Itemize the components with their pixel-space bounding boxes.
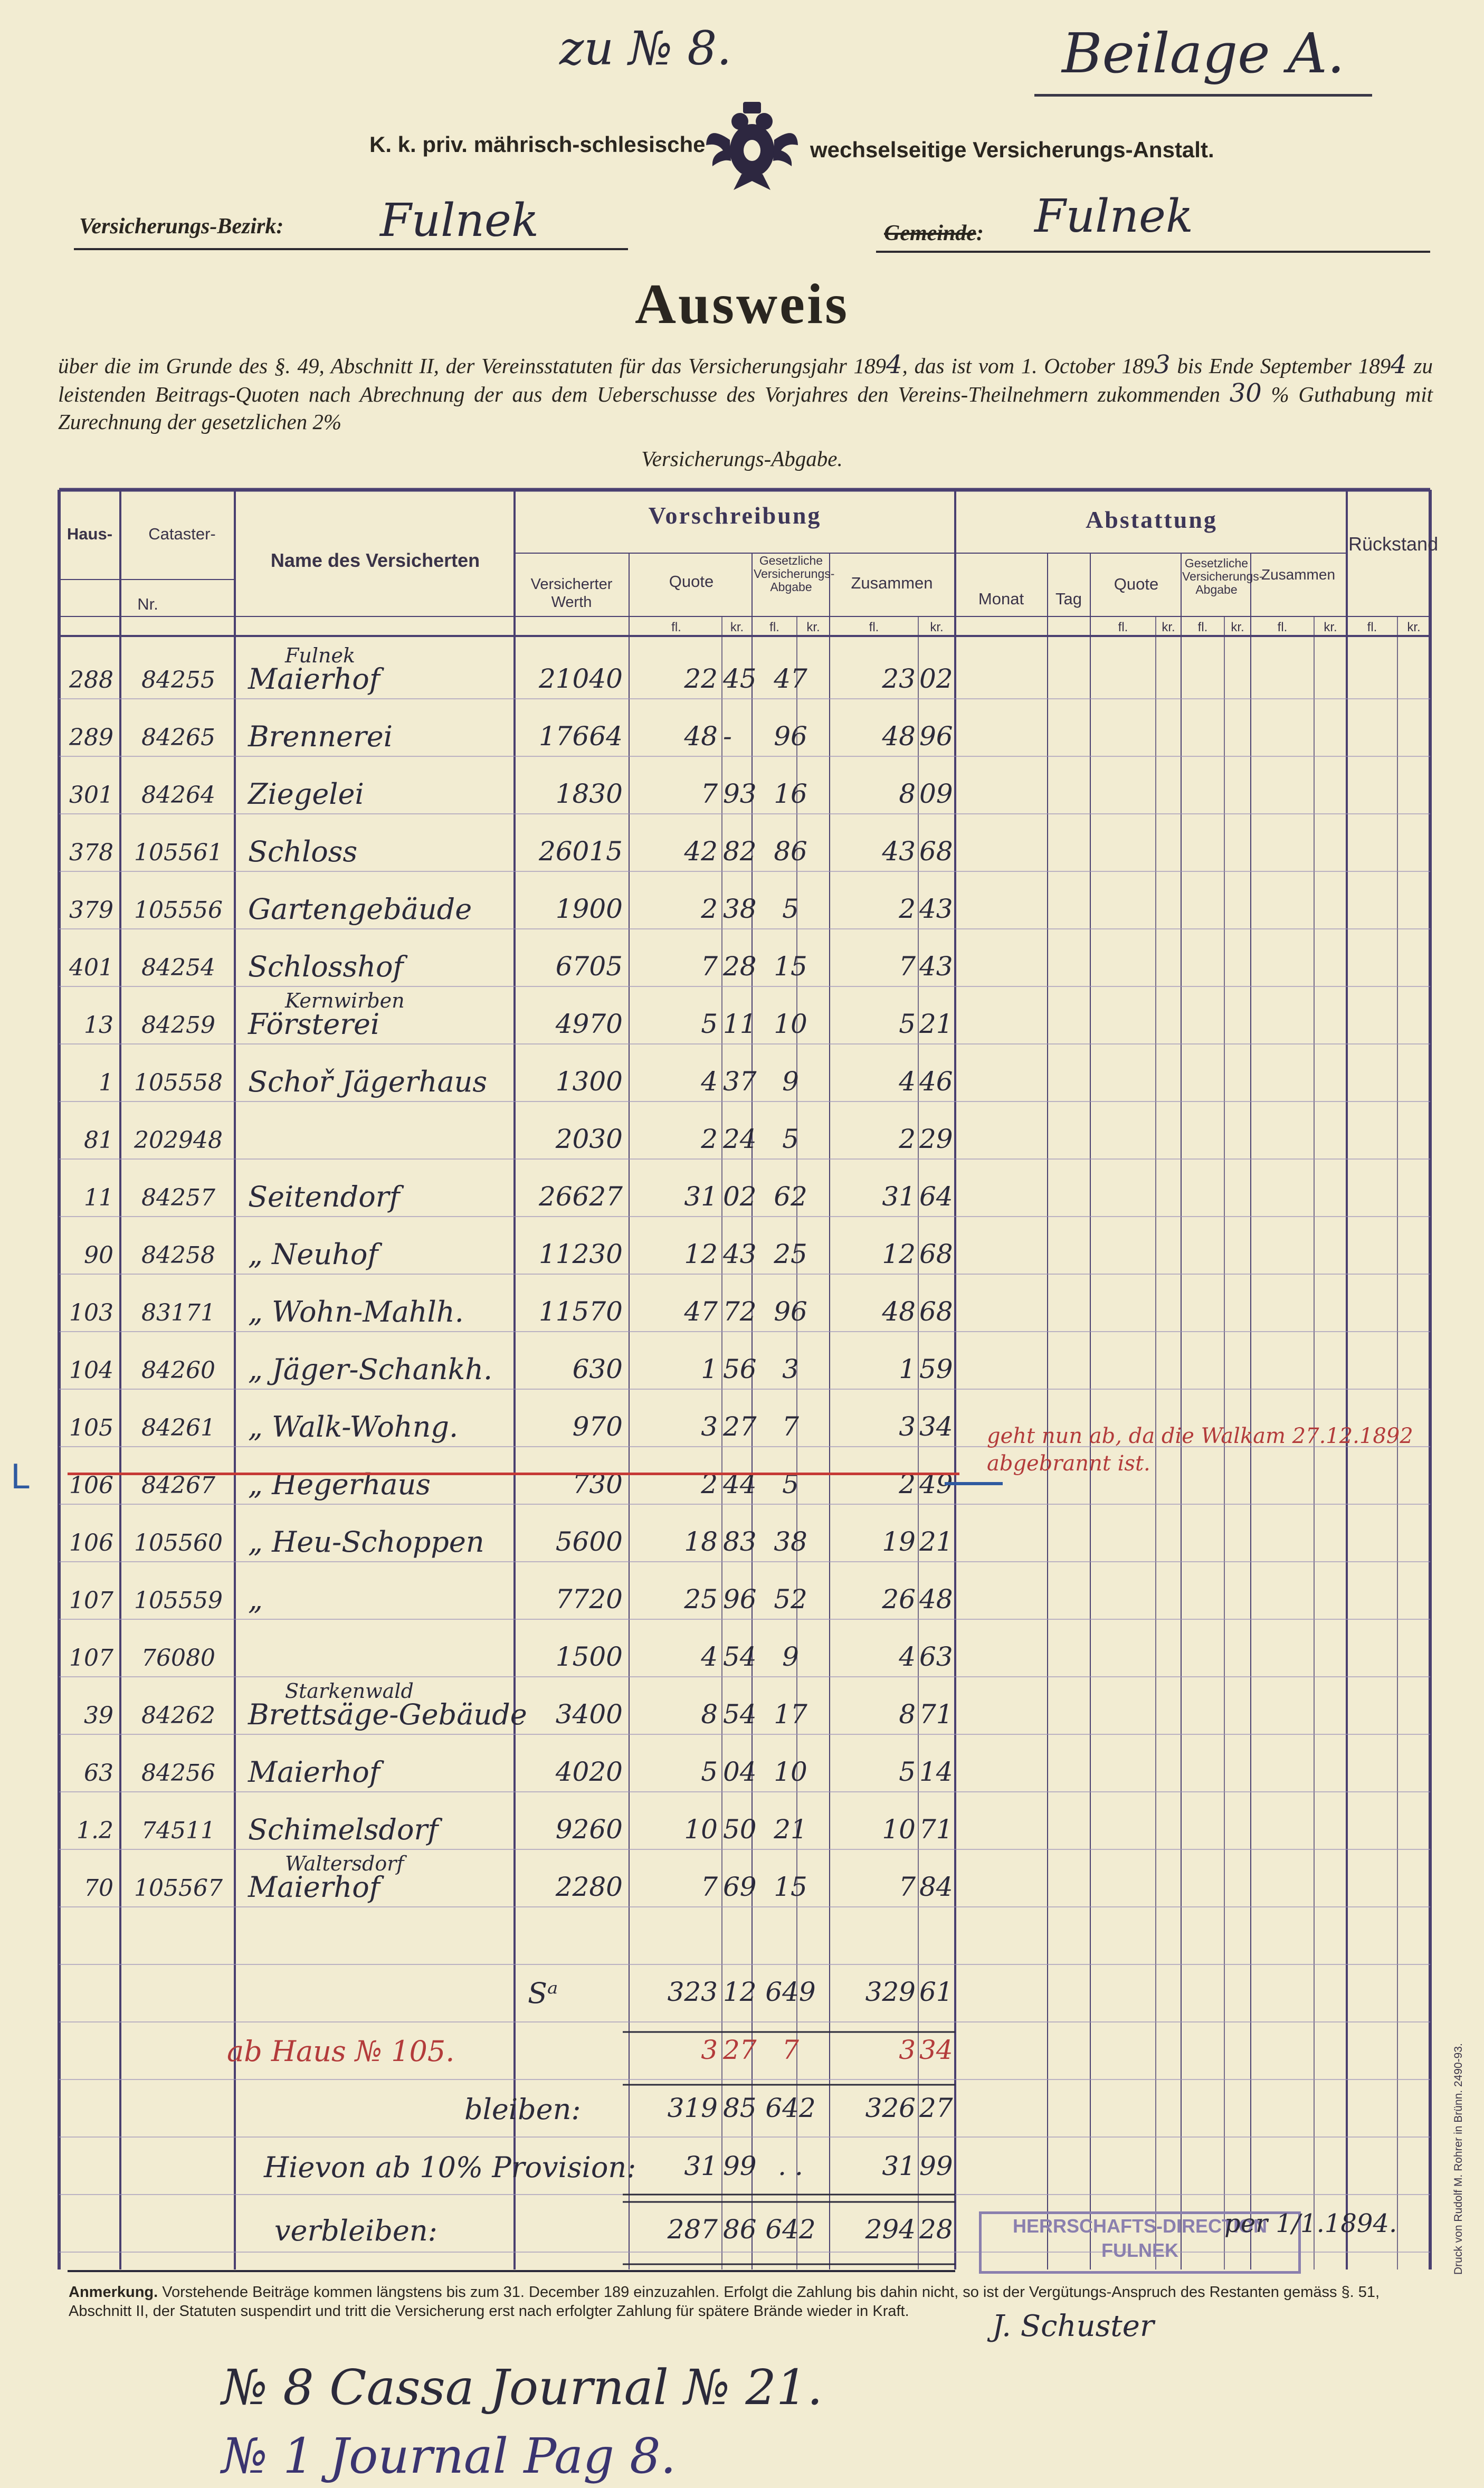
cell-zusammen-kr: 21: [919, 1009, 953, 1039]
cell-cataster: 83171: [141, 1299, 215, 1326]
cell-zusammen-fl: 8: [899, 1699, 916, 1730]
left-margin-mark: L: [11, 1458, 30, 1497]
summary-zusammen-fl: 294: [865, 2214, 916, 2245]
cell-zusammen-fl: 4: [899, 1641, 916, 1672]
cell-zusammen-fl: 5: [899, 1756, 916, 1787]
cell-werth: 11230: [538, 1239, 623, 1269]
cell-quote-fl: 42: [684, 836, 718, 867]
cell-werth: 26627: [538, 1181, 623, 1212]
cell-sub-location: Fulnek: [285, 644, 355, 667]
cell-werth: 630: [572, 1354, 623, 1384]
cell-quote-fl: 47: [684, 1296, 718, 1327]
header-tag: Tag: [1055, 590, 1082, 608]
cell-zusammen-fl: 3: [899, 1411, 916, 1442]
cell-quote-kr: 38: [723, 894, 757, 924]
cell-name: Maierhof: [248, 662, 380, 696]
cell-cataster: 84259: [141, 1012, 215, 1039]
intro-part-4: zu leistenden Beitrags-Quoten nach Abrechnung der aus dem Ueberschusse des Vorjahres den Vereins-Theilnehmern zukommenden: [58, 354, 1433, 406]
header-name: Name des Versicherten: [270, 549, 480, 571]
cell-zusammen-kr: 49: [919, 1469, 953, 1499]
intro-year-suffix: 4: [886, 350, 902, 379]
cell-haus: 1.2: [77, 1817, 113, 1844]
cell-werth: 1500: [555, 1641, 623, 1672]
cell-quote-fl: 7: [701, 1872, 718, 1902]
cell-name: Seitendorf: [248, 1180, 400, 1213]
cell-name: „ Heu-Schoppen: [248, 1525, 484, 1559]
gemeinde-label-text: Gemeinde: [884, 221, 976, 245]
cell-name: „: [248, 1583, 263, 1616]
cell-cataster: 84254: [141, 954, 215, 981]
cell-haus: 107: [69, 1587, 113, 1614]
cell-werth: 2280: [555, 1872, 623, 1902]
cell-quote-kr: 04: [723, 1756, 757, 1787]
cell-zusammen-fl: 48: [882, 1296, 916, 1327]
cell-abgabe: 21: [774, 1814, 807, 1845]
cell-zusammen-fl: 12: [882, 1239, 916, 1269]
header-abgabe: Gesetzliche Versicherungs-Abgabe: [754, 554, 835, 594]
cell-zusammen-fl: 19: [882, 1526, 916, 1557]
cell-abgabe: 15: [774, 1872, 807, 1902]
cell-zusammen-kr: 09: [919, 778, 953, 809]
cell-name: Schimelsdorf: [248, 1813, 439, 1846]
summary-abgabe: . .: [778, 2151, 803, 2181]
cell-abgabe: 47: [774, 663, 807, 694]
cell-cataster: 76080: [141, 1645, 215, 1672]
cell-haus: 301: [69, 782, 113, 809]
cell-quote-kr: 50: [723, 1814, 757, 1845]
gemeinde-value: Fulnek: [1034, 190, 1193, 243]
cell-cataster: 202948: [134, 1127, 223, 1154]
cell-abgabe: 25: [774, 1239, 807, 1269]
cell-quote-fl: 2: [701, 894, 718, 924]
summary-quote-fl: 323: [667, 1977, 718, 2007]
cell-abgabe: 9: [782, 1641, 799, 1672]
cell-werth: 7720: [555, 1584, 623, 1615]
cell-quote-fl: 5: [701, 1756, 718, 1787]
cell-quote-fl: 7: [701, 778, 718, 809]
institution-name-left: K. k. priv. mährisch-schlesische: [369, 132, 706, 157]
cell-haus: 106: [69, 1530, 113, 1556]
cell-werth: 730: [572, 1469, 623, 1499]
beilage-label: Beilage A.: [1062, 21, 1345, 86]
cell-quote-fl: 8: [701, 1699, 718, 1730]
cell-quote-kr: 54: [723, 1641, 757, 1672]
cell-cataster: 105559: [134, 1587, 223, 1614]
summary-label-bleiben: bleiben:: [464, 2093, 581, 2126]
summary-abgabe: 642: [765, 2214, 816, 2245]
cell-quote-kr: 72: [723, 1296, 757, 1327]
cell-zusammen-fl: 7: [899, 951, 916, 982]
intro-part-1: über die im Grunde des §. 49, Abschnitt II, der Vereinsstatuten für das Versicherungsjahr 189: [58, 354, 887, 378]
cell-abgabe: 96: [774, 1296, 807, 1327]
summary-label-provision: Hievon ab 10% Provision:: [264, 2151, 636, 2184]
cell-werth: 4970: [555, 1009, 623, 1039]
cell-quote-fl: 12: [684, 1239, 718, 1269]
cell-zusammen-fl: 43: [882, 836, 916, 867]
summary-zusammen-kr: 61: [919, 1977, 953, 2007]
cell-quote-fl: 4: [701, 1066, 718, 1097]
cell-zusammen-kr: 46: [919, 1066, 953, 1097]
cell-name: Maierhof: [248, 1755, 380, 1789]
cell-name: Ziegelei: [248, 777, 364, 811]
cell-quote-fl: 7: [701, 951, 718, 982]
cell-zusammen-kr: 71: [919, 1699, 953, 1730]
summary-zusammen-kr: 27: [919, 2093, 953, 2123]
cell-quote-kr: 56: [723, 1354, 757, 1384]
cell-abgabe: 10: [774, 1756, 807, 1787]
unit-kr: kr.: [1231, 620, 1244, 634]
summary-quote-kr: 85: [723, 2093, 757, 2123]
cell-zusammen-fl: 48: [882, 721, 916, 752]
cell-quote-kr: 02: [723, 1181, 757, 1212]
cell-zusammen-kr: 02: [919, 663, 953, 694]
anmerkung-text: Vorstehende Beiträge kommen längstens bis zum 31. December 189 einzuzahlen. Erfolgt die Zahlung bis dahin nicht, so ist der Vergütungs-Anspruch des Restanten gemäss §. 51, Abschnitt II, der Statuten suspendirt und tritt die Versicherung erst nach erfolgter Zahlung für spätere Brände wieder in Kraft.: [69, 2284, 1380, 2320]
bezirk-value: Fulnek: [380, 194, 539, 247]
cell-name: „ Jäger-Schankh.: [248, 1353, 493, 1386]
cell-name: Schoř Jägerhaus: [248, 1065, 488, 1098]
cell-name: Schlosshof: [248, 950, 404, 983]
cell-cataster: 105567: [134, 1875, 223, 1902]
summary-zusammen-kr: 99: [919, 2151, 953, 2181]
cell-name: Schloss: [248, 835, 358, 868]
cell-werth: 17664: [538, 721, 623, 752]
cell-cataster: 84256: [141, 1760, 215, 1787]
cell-zusammen-fl: 2: [899, 894, 916, 924]
cell-zusammen-kr: 68: [919, 1239, 953, 1269]
cell-quote-kr: 27: [723, 1411, 757, 1442]
header-zusammen: Zusammen: [851, 574, 933, 592]
cell-name: „ Walk-Wohng.: [248, 1410, 459, 1444]
header-vorschreibung: Vorschreibung: [648, 502, 822, 529]
cell-abgabe: 38: [774, 1526, 807, 1557]
cell-cataster: 84260: [141, 1357, 215, 1384]
summary-zusammen-fl: 326: [865, 2093, 916, 2123]
summary-quote-kr: 27: [723, 2035, 757, 2065]
cell-zusammen-fl: 10: [882, 1814, 916, 1845]
cell-haus: 379: [69, 897, 113, 924]
intro-to-suffix: 4: [1391, 350, 1407, 379]
cell-quote-fl: 22: [684, 663, 718, 694]
strike-through-row-105: [68, 1473, 959, 1475]
cell-cataster: 84265: [141, 724, 215, 751]
cell-haus: 13: [84, 1012, 113, 1039]
cell-haus: 289: [69, 724, 113, 751]
cell-zusammen-fl: 1: [899, 1354, 916, 1384]
cell-zusammen-kr: 71: [919, 1814, 953, 1845]
header-quote-2: Quote: [1114, 575, 1159, 593]
cell-werth: 11570: [538, 1296, 623, 1327]
summary-label-verbleiben: verbleiben:: [274, 2214, 437, 2247]
signature-name: J. Schuster: [992, 2309, 1154, 2343]
unit-kr: kr.: [730, 620, 744, 634]
anmerkung-label: Anmerkung.: [69, 2284, 158, 2301]
cell-sub-location: Waltersdorf: [285, 1852, 404, 1875]
cell-quote-fl: 2: [701, 1124, 718, 1154]
cell-zusammen-kr: 84: [919, 1872, 953, 1902]
cell-sub-location: Starkenwald: [285, 1679, 414, 1703]
unit-fl: fl.: [1367, 620, 1377, 634]
cell-haus: 107: [69, 1645, 113, 1672]
unit-kr: kr.: [1162, 620, 1175, 634]
cell-haus: 105: [69, 1414, 113, 1441]
cell-quote-kr: 24: [723, 1124, 757, 1154]
summary-abgabe: 649: [765, 1977, 816, 2007]
cell-zusammen-fl: 2: [899, 1469, 916, 1499]
header-monat: Monat: [978, 590, 1024, 608]
summary-label-total: Sᵃ: [528, 1977, 558, 2010]
cell-cataster: 84255: [141, 667, 215, 694]
cell-haus: 63: [84, 1760, 113, 1787]
cell-werth: 26015: [538, 836, 623, 867]
cell-quote-fl: 48: [684, 721, 718, 752]
cell-haus: 104: [69, 1357, 113, 1384]
cell-abgabe: 96: [774, 721, 807, 752]
header-zusammen-2: Zusammen: [1261, 566, 1336, 583]
cell-cataster: 84261: [141, 1414, 215, 1441]
stamp-line-2: FULNEK: [1101, 2239, 1178, 2261]
cell-haus: 70: [84, 1875, 113, 1902]
bottom-note-journal: № 1 Journal Pag 8.: [222, 2428, 676, 2484]
cell-zusammen-fl: 4: [899, 1066, 916, 1097]
unit-fl: fl.: [769, 620, 779, 634]
summary-zusammen-kr: 34: [919, 2035, 953, 2065]
cell-werth: 1300: [555, 1066, 623, 1097]
cell-name: „ Neuhof: [248, 1238, 378, 1271]
summary-quote-kr: 86: [723, 2214, 757, 2245]
cell-zusammen-fl: 2: [899, 1124, 916, 1154]
summary-label-minus: ab Haus № 105.: [227, 2035, 455, 2068]
summary-quote-fl: 319: [667, 2093, 718, 2123]
summary-quote-fl: 3: [701, 2035, 718, 2065]
document-title: Ausweis: [634, 273, 850, 336]
cell-zusammen-kr: 64: [919, 1181, 953, 1212]
cell-zusammen-kr: 68: [919, 1296, 953, 1327]
cell-abgabe: 52: [774, 1584, 807, 1615]
cell-quote-kr: 28: [723, 951, 757, 982]
cell-quote-kr: 43: [723, 1239, 757, 1269]
summary-quote-kr: 99: [723, 2151, 757, 2181]
summary-quote-fl: 287: [667, 2214, 718, 2245]
unit-fl: fl.: [1277, 620, 1288, 634]
cell-abgabe: 62: [774, 1181, 807, 1212]
cell-abgabe: 17: [774, 1699, 807, 1730]
cell-zusammen-fl: 7: [899, 1872, 916, 1902]
cell-haus: 106: [69, 1472, 113, 1499]
header-cataster: Cataster-: [148, 525, 216, 543]
top-reference: zu № 8.: [559, 21, 732, 75]
intro-part-3: bis Ende September 189: [1170, 354, 1391, 378]
unit-fl: fl.: [1197, 620, 1208, 634]
gemeinde-label-colon: :: [976, 221, 984, 245]
cell-werth: 1830: [555, 778, 623, 809]
header-quote: Quote: [669, 572, 714, 591]
cell-abgabe: 10: [774, 1009, 807, 1039]
cell-werth: 9260: [555, 1814, 623, 1845]
cell-quote-kr: 83: [723, 1526, 757, 1557]
cell-quote-kr: 45: [723, 663, 757, 694]
cell-quote-fl: 1: [701, 1354, 718, 1384]
cell-werth: 2030: [555, 1124, 623, 1154]
cell-abgabe: 86: [774, 836, 807, 867]
cell-abgabe: 5: [782, 894, 799, 924]
summary-abgabe: 642: [765, 2093, 816, 2123]
cell-zusammen-kr: 29: [919, 1124, 953, 1154]
summary-zusammen-fl: 3: [899, 2035, 916, 2065]
cell-quote-kr: 82: [723, 836, 757, 867]
summary-quote-fl: 31: [684, 2151, 718, 2181]
unit-kr: kr.: [1407, 620, 1421, 634]
unit-fl: fl.: [671, 620, 681, 634]
cell-abgabe: 9: [782, 1066, 799, 1097]
printer-note: Druck von Rudolf M. Rohrer in Brünn. 2490-93.: [1452, 2043, 1464, 2275]
cell-werth: 1900: [555, 894, 623, 924]
bezirk-label: Versicherungs-Bezirk:: [79, 214, 284, 239]
cell-cataster: 105558: [134, 1069, 223, 1096]
intro-part-5: % Guthabung mit Zurechnung der gesetzlichen 2%: [58, 382, 1433, 434]
cell-quote-kr: 93: [723, 778, 757, 809]
cell-name: Brettsäge-Gebäude: [248, 1698, 527, 1731]
cell-werth: 5600: [555, 1526, 623, 1557]
cell-zusammen-fl: 5: [899, 1009, 916, 1039]
header-haus: Haus-: [66, 525, 113, 543]
unit-fl: fl.: [869, 620, 879, 634]
cell-zusammen-kr: 14: [919, 1756, 953, 1787]
summary-zusammen-kr: 28: [919, 2214, 953, 2245]
unit-fl: fl.: [1118, 620, 1128, 634]
cell-zusammen-kr: 96: [919, 721, 953, 752]
cell-haus: 39: [84, 1702, 113, 1729]
cell-zusammen-fl: 31: [882, 1181, 916, 1212]
cell-quote-kr: 37: [723, 1066, 757, 1097]
cell-quote-kr: 96: [723, 1584, 757, 1615]
cell-quote-kr: 11: [723, 1009, 757, 1039]
cell-cataster: 74511: [141, 1817, 215, 1844]
intro-part-2: , das ist vom 1. October 189: [902, 354, 1155, 378]
intro-percent: 30: [1229, 378, 1262, 408]
cell-quote-fl: 18: [684, 1526, 718, 1557]
cell-werth: 970: [572, 1411, 623, 1442]
cell-name: „ Wohn-Mahlh.: [248, 1295, 464, 1328]
cell-name: Maierhof: [248, 1870, 380, 1904]
intro-from-suffix: 3: [1154, 350, 1171, 379]
cell-zusammen-kr: 21: [919, 1526, 953, 1557]
cell-quote-fl: 4: [701, 1641, 718, 1672]
cell-quote-fl: 10: [684, 1814, 718, 1845]
header-rueckstand: Rückstand: [1348, 533, 1439, 555]
cell-name: Brennerei: [248, 720, 393, 753]
header-nr: Nr.: [137, 595, 158, 613]
summary-zusammen-fl: 31: [882, 2151, 916, 2181]
cell-quote-kr: -: [723, 721, 732, 752]
cell-cataster: 84264: [141, 782, 215, 809]
cell-zusammen-kr: 34: [919, 1411, 953, 1442]
cell-zusammen-kr: 68: [919, 836, 953, 867]
cell-zusammen-kr: 63: [919, 1641, 953, 1672]
cell-quote-fl: 2: [701, 1469, 718, 1499]
cell-haus: 1: [99, 1069, 113, 1096]
header-abgabe-2: Gesetzliche Versicherungs-Abgabe: [1182, 556, 1263, 596]
stamp-line-1: HERRSCHAFTS-DIRECTION: [1013, 2215, 1267, 2237]
cell-zusammen-kr: 48: [919, 1584, 953, 1615]
cell-name: Försterei: [248, 1008, 380, 1041]
institution-name-right: wechselseitige Versicherungs-Anstalt.: [810, 137, 1214, 162]
cell-abgabe: 5: [782, 1124, 799, 1154]
cell-cataster: 84258: [141, 1242, 215, 1269]
intro-last-line: Versicherungs-Abgabe.: [641, 447, 843, 471]
bottom-note-cassa: № 8 Cassa Journal № 21.: [222, 2359, 823, 2416]
blue-pencil-mark: [945, 1482, 1003, 1485]
anmerkung: [69, 2283, 1425, 2321]
cell-werth: 21040: [538, 663, 623, 694]
cell-zusammen-kr: 43: [919, 894, 953, 924]
summary-zusammen-fl: 329: [865, 1977, 916, 2007]
margin-note: geht nun ab, da die Walkam 27.12.1892 abgebrannt ist.: [987, 1424, 1413, 1476]
summary-quote-kr: 12: [723, 1977, 757, 2007]
summary-abgabe: 7: [782, 2035, 799, 2065]
cell-werth: 4020: [555, 1756, 623, 1787]
cell-quote-fl: 5: [701, 1009, 718, 1039]
cell-werth: 3400: [555, 1699, 623, 1730]
cell-quote-fl: 25: [684, 1584, 718, 1615]
unit-kr: kr.: [806, 620, 820, 634]
cell-sub-location: Kernwirben: [285, 989, 405, 1012]
cell-cataster: 105556: [134, 897, 223, 924]
cell-cataster: 84257: [141, 1184, 215, 1211]
cell-quote-fl: 31: [684, 1181, 718, 1212]
cell-abgabe: 15: [774, 951, 807, 982]
cell-quote-kr: 44: [723, 1469, 757, 1499]
cell-haus: 378: [69, 839, 113, 866]
cell-haus: 401: [69, 954, 113, 981]
cell-werth: 6705: [555, 951, 623, 982]
cell-cataster: 84267: [141, 1472, 215, 1499]
header-abstattung: Abstattung: [1086, 506, 1217, 533]
cell-cataster: 105561: [134, 839, 223, 866]
header-versicherter-werth: Versicherter Werth: [530, 576, 613, 611]
cell-abgabe: 7: [782, 1411, 799, 1442]
cell-quote-kr: 54: [723, 1699, 757, 1730]
cell-haus: 90: [84, 1242, 113, 1269]
cell-haus: 11: [84, 1184, 113, 1211]
cell-quote-fl: 3: [701, 1411, 718, 1442]
cell-abgabe: 16: [774, 778, 807, 809]
cell-haus: 288: [69, 667, 113, 694]
cell-zusammen-kr: 43: [919, 951, 953, 982]
unit-kr: kr.: [930, 620, 944, 634]
cell-quote-kr: 69: [723, 1872, 757, 1902]
cell-abgabe: 3: [782, 1354, 799, 1384]
cell-name: Gartengebäude: [248, 892, 472, 926]
cell-zusammen-fl: 8: [899, 778, 916, 809]
cell-name: „ Hegerhaus: [248, 1468, 431, 1501]
cell-cataster: 105560: [134, 1530, 223, 1556]
cell-zusammen-fl: 23: [882, 663, 916, 694]
signature-date: per 1/1.1894.: [1224, 2209, 1397, 2238]
unit-kr: kr.: [1324, 620, 1337, 634]
cell-zusammen-fl: 26: [882, 1584, 916, 1615]
cell-zusammen-kr: 59: [919, 1354, 953, 1384]
cell-cataster: 84262: [141, 1702, 215, 1729]
cell-abgabe: 5: [782, 1469, 799, 1499]
cell-haus: 81: [84, 1127, 113, 1154]
cell-haus: 103: [69, 1299, 113, 1326]
